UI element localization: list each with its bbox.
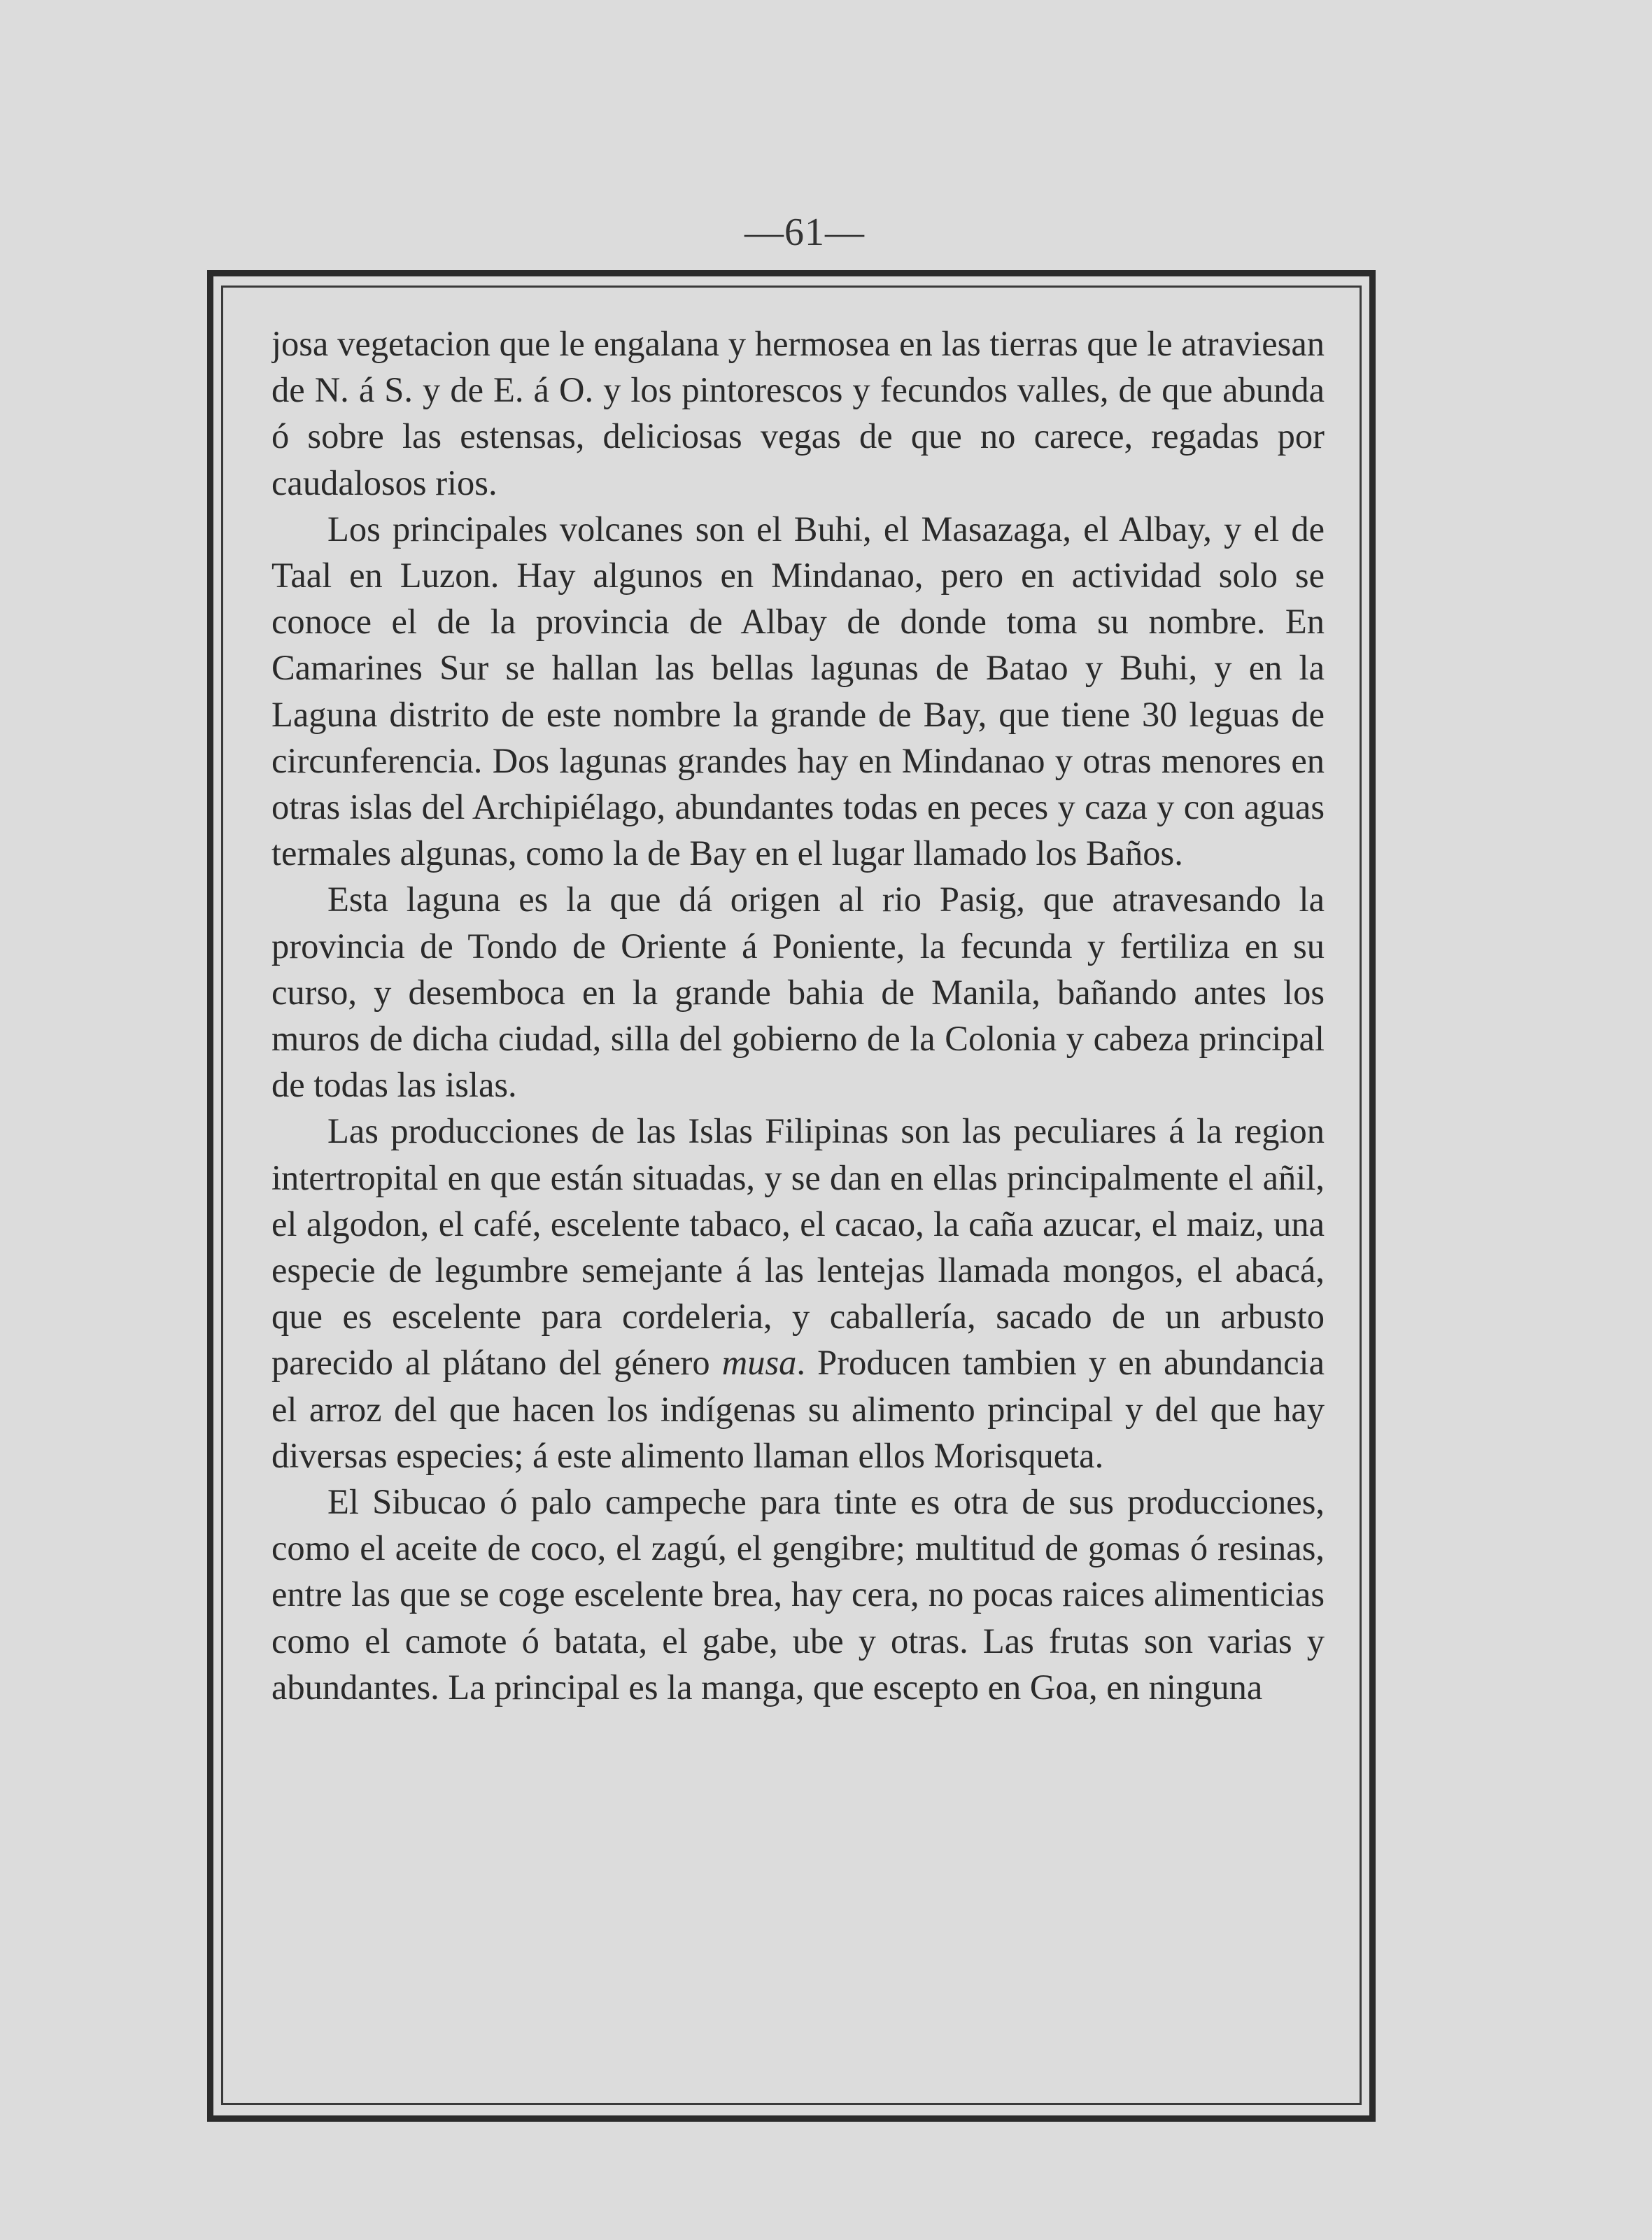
italic-term: musa [721,1343,797,1383]
paragraph-continuation: josa vegetacion que le engalana y hermosea en las tierras que le atraviesan de N. á S. y de E. á O. y los pintorescos y fecundos valles, de que abunda ó sobre las estensas, deliciosas vegas de que no carece, regadas por caudalosos rios. [271,324,1325,502]
page-number: —61— [744,211,865,254]
paragraph-producciones-part1: Las producciones de las Islas Filipinas son las peculiares á la region intertropital en que están situadas, y se dan en ellas principalmente el añil, el algodon, el café, escelente tabaco, el cacao, la caña azucar, el maiz, una especie de legumbre semejante á las lentejas llamada mongos, el abacá, que es escelente para cordeleria, y caballería, sacado de un arbusto parecido al plátano del género [271,1111,1325,1383]
paragraph-producciones [271,1108,1325,1479]
paragraph-volcanes: Los principales volcanes son el Buhi, el Masazaga, el Albay, y el de Taal en Luzon. Hay algunos en Mindanao, pero en actividad solo se conoce el de la provincia de Albay de donde toma su nombre. En Camarines Sur se hallan las bellas lagunas de Batao y Buhi, y en la Laguna distrito de este nombre la grande de Bay, que tiene 30 leguas de circunferencia. Dos lagunas grandes hay en Mindanao y otras menores en otras islas del Archipiélago, abundantes todas en peces y caza y con aguas termales algunas, como la de Bay en el lugar llamado los Baños. [271,509,1325,873]
paragraph-sibucao: El Sibucao ó palo campeche para tinte es otra de sus producciones, como el aceite de coco, el zagú, el gengibre; multitud de gomas ó resinas, entre las que se coge escelente brea, hay cera, no pocas raices alimenticias como el camote ó batata, el gabe, ube y otras. Las frutas son varias y abundantes. La principal es la manga, que escepto en Goa, en ninguna [271,1482,1325,1707]
paragraph-pasig: Esta laguna es la que dá origen al rio Pasig, que atravesando la provincia de Tondo de Oriente á Poniente, la fecunda y fertiliza en su curso, y desemboca en la grande bahia de Manila, bañando antes los muros de dicha ciudad, silla del gobierno de la Colonia y cabeza principal de todas las islas. [271,880,1325,1105]
paragraph-producciones-part2: . Producen tambien y en abundancia el arroz del que hacen los indígenas su alimento principal y del que hay diversas especies; á este alimento llaman ellos Morisqueta. [271,1343,1325,1475]
body-text [271,320,1325,2091]
